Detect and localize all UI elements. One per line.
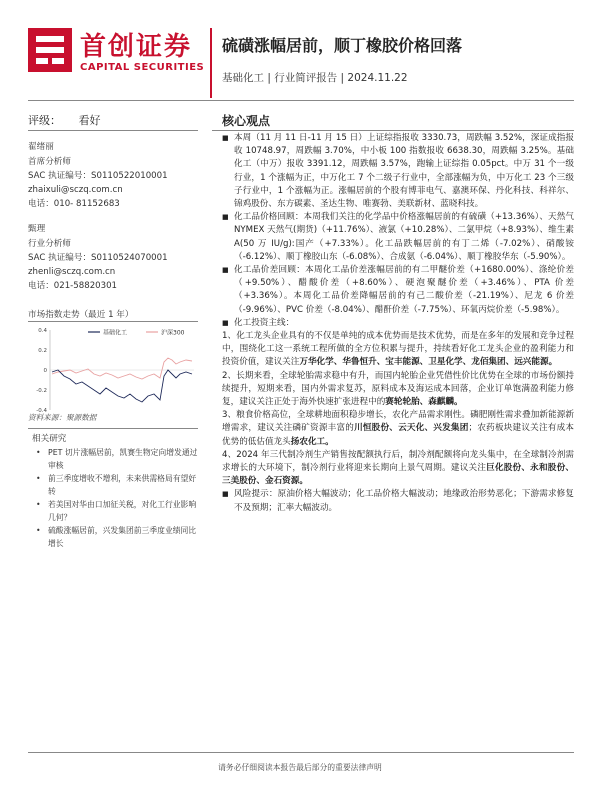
theme-3-text-2: ；农药板块建议关注有成本优势的低估值龙头 [222, 423, 574, 447]
capital-securities-logo-icon [28, 28, 72, 72]
rating [28, 112, 101, 128]
theme-1-text: 1、化工龙头企业具有的不仅是单纯的成本优势而是技术优势，而是在多年的发展和竞争过程中，围绕化工这一系统工程所做的全方位积累与提升，持续看好化工龙头企业的盈利能力和投资价值，建议关注 [222, 331, 574, 368]
price-review: ■ 化工品价格回顾：本周我们关注的化学品中价格涨幅居前的有硫磺（+13.36%）、天然气 NYMEX 天然气(期货)（+11.76%）、液氯（+10.28%）、二氯甲烷（+8.93%）、维生素 A(50 万 IU/g):国产（+7.33%）。化工品跌幅居前的有丁二烯（-7.02%）、硝酸铵（-6.12%）、顺丁橡胶山东（-6.08%）、合成氨（-6.04%）、顺丁橡胶华东（-5.90%）。 [222, 211, 574, 264]
analyst-name: 甄理 [28, 224, 46, 234]
left-rule [28, 130, 198, 131]
analyst-card [28, 140, 168, 211]
related-research-item[interactable]: • PET 切片涨幅居前，凯赛生物定向增发通过审核 [34, 446, 198, 472]
analyst-email[interactable]: zhaixuli@sczq.com.cn [28, 185, 123, 195]
logo-chinese-name: 首创证券 [80, 32, 193, 62]
related-research-list [34, 446, 198, 550]
theme-4-stocks: 巨化股份、永和股份、三美股份、金石资源。 [222, 463, 574, 487]
logo-english-name: CAPITAL SECURITIES [80, 62, 205, 73]
related-research-item[interactable]: • 前三季度增收不增利，未来供需格局有望好转 [34, 472, 198, 498]
weekly-market-review: ■ 本周（11 月 11 日-11 月 15 日）上证综指报收 3330.73，周跌幅 3.52%，深证成指报收 10748.97，周跌幅 3.70%，中小板 100 指数报收 6638.30，周跌幅 3.25%。基础化工（中万）报收 3391.12，周跌幅 3.57%，跑输上证综指 0.05pct。中万 31 个一级行业，1 个涨幅为正，中万化工 7 个二级子行业中，全部涨幅为负，中万化工 23 个三级子行业中，1 个涨幅为正。涨幅居前的个股有博菲电气、嘉澳环保、丹化科技、科祥尔、锦鸡股份、东方碳素、圣达生物、唯赛勃、美联新材、蓝晓科技。 [222, 132, 574, 211]
theme-2-text: 2、长期来看，全球轮胎需求稳中有升，而国内轮胎企业凭借性价比优势在全球的市场份额持续提升，短期来看，国内外需求复苏，原料成本及海运成本回落，企业订单饱满盈利能力修复，建议关注正处于海外快速扩张进程中的 [222, 370, 574, 408]
legend-label-chem: 基础化工 [103, 329, 128, 337]
investment-theme-3 [222, 409, 574, 449]
legend-label-hs300: 沪深300 [161, 329, 185, 337]
footer-rule [28, 752, 574, 753]
series-line-chem [52, 370, 192, 402]
analyst-cert: SAC 执证编号：S0110524070001 [28, 253, 168, 263]
theme-3-text: 3、粮食价格高位，全球耕地面积稳步增长，农化产品需求刚性。磷肥刚性需求叠加新能源新增需求，建议关注磷矿资源丰富的 [222, 410, 574, 434]
investment-theme-1 [222, 330, 574, 370]
y-tick-label: 0 [43, 368, 47, 374]
investment-theme-4 [222, 449, 574, 489]
right-rule [212, 130, 574, 131]
series-line-hs300 [52, 358, 192, 379]
theme-1-stocks: 万华化学、华鲁恒升、宝丰能源、卫星化学、龙佰集团、远兴能源。 [299, 357, 558, 368]
chart-source: 资料来源：聚源数据 [28, 413, 97, 422]
chart-legend [88, 329, 185, 337]
key-points-body [222, 132, 574, 515]
spread-review: ■ 化工品价差回顾：本周化工品价差涨幅居前的有二甲醚价差（+1680.00%）、涤纶价差（+9.50%）、醋酸价差（+8.60%）、硬泡聚醚价差（+3.46%）、PTA 价差（+3.36%）。本周化工品价差降幅居前的有己二酸价差（-21.19%）、尼龙 6 价差（-9.96%）、PVC 价差（-8.04%）、醋酐价差（-7.75%）、环氧丙烷价差（-5.98%）。 [222, 264, 574, 317]
analyst-phone: 电话：010- 81152683 [28, 199, 120, 209]
analyst-email[interactable]: zhenli@sczq.com.cn [28, 267, 116, 277]
company-logo [28, 24, 208, 84]
report-subtitle: 基础化工 | 行业简评报告 | 2024.11.22 [222, 72, 408, 84]
risk-warning: ■ 风险提示：原油价格大幅波动；化工品价格大幅波动；地缘政治形势恶化；下游需求修复不及预期；汇率大幅波动。 [222, 488, 574, 514]
y-tick-label: -0.4 [36, 408, 47, 414]
analyst-cert: SAC 执证编号：S0110522010001 [28, 171, 168, 181]
theme-3-stocks-2: 扬农化工。 [290, 436, 334, 447]
related-rule [28, 428, 198, 429]
chart-rule [28, 321, 198, 322]
related-research-item[interactable]: • 硫酸涨幅居前，兴发集团前三季度业绩同比增长 [34, 524, 198, 550]
rating-label: 评级： [28, 114, 61, 127]
analyst-phone: 电话：021-58820301 [28, 281, 118, 291]
market-index-chart [28, 324, 198, 424]
y-tick-label: -0.2 [36, 388, 47, 394]
key-points-heading: 核心观点 [222, 114, 271, 128]
chart-title: 市场指数走势（最近 1 年） [28, 310, 134, 320]
investment-theme-heading: ■ 化工投资主线： [222, 317, 574, 330]
analyst-role: 首席分析师 [28, 157, 71, 167]
related-research-item[interactable]: • 若美国对华由口加征关税，对化工行业影响几何？ [34, 498, 198, 524]
legal-disclaimer-footer: 请务必仔细阅读本报告最后部分的重要法律声明 [218, 763, 382, 772]
header-divider [210, 28, 212, 98]
y-tick-label: 0.4 [38, 328, 47, 334]
header-rule [28, 100, 574, 101]
y-tick-label: 0.2 [38, 348, 47, 354]
analyst-role: 行业分析师 [28, 239, 71, 249]
theme-4-text: 4、2024 年三代制冷剂生产销售按配额执行后，制冷剂配额将向龙头集中，在全球制冷剂需求增长的大环境下，制冷剂行业将迎来长期向上景气周期。建议关注 [222, 449, 574, 474]
report-title: 硫磺涨幅居前，顺丁橡胶价格回落 [222, 36, 463, 55]
investment-theme-2 [222, 370, 574, 410]
analyst-card [28, 222, 168, 293]
theme-3-stocks: 川恒股份、云天化、兴发集团 [354, 423, 469, 434]
rating-value: 看好 [78, 114, 101, 127]
theme-2-stocks: 赛轮轮胎、森麒麟。 [385, 397, 463, 408]
analyst-name: 翟绪丽 [28, 142, 54, 152]
related-research-heading: 相关研究 [32, 434, 67, 444]
